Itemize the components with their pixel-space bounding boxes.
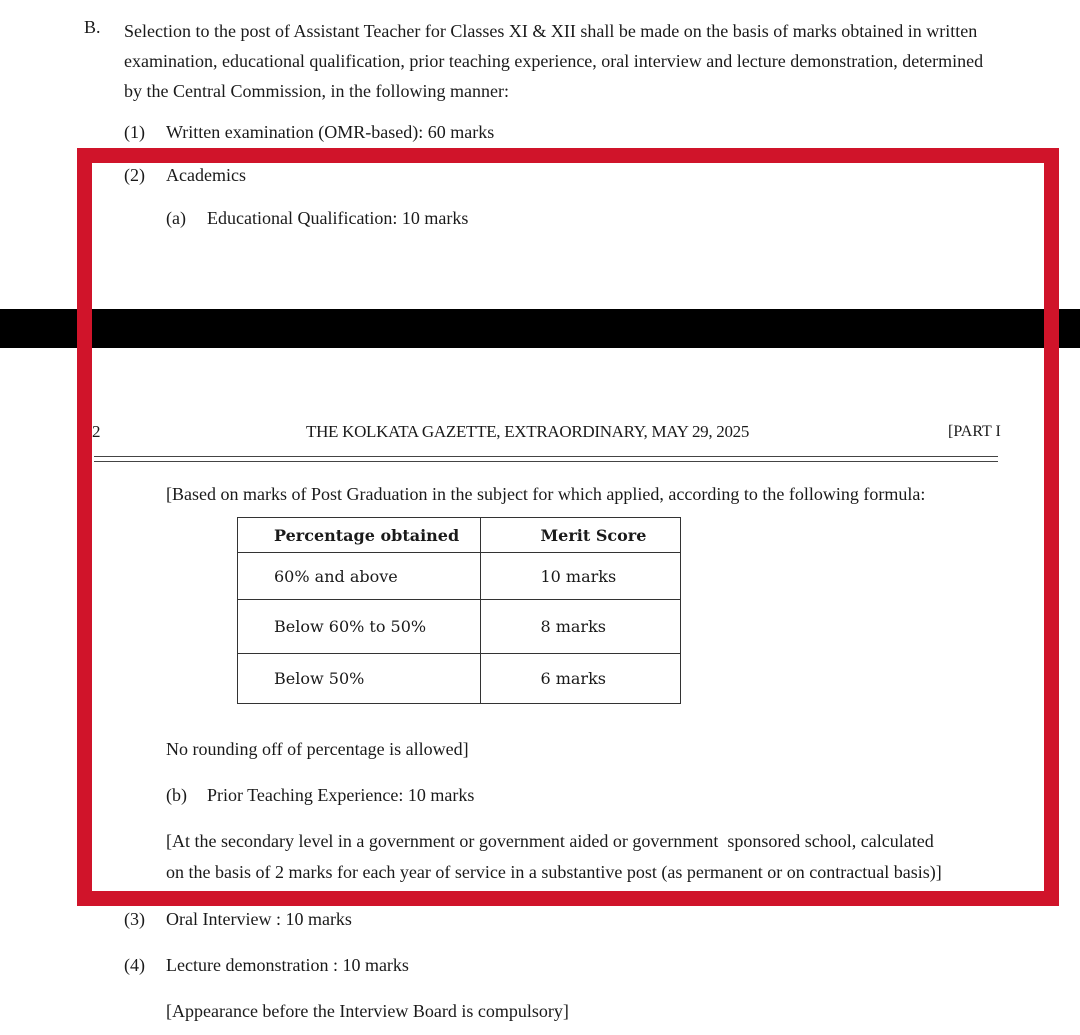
item2-number: (2) [124, 165, 145, 185]
item2b-text: Prior Teaching Experience: 10 marks [207, 785, 475, 805]
table-cell-percentage: Below 50% [238, 654, 481, 704]
section-letter: B. [84, 17, 101, 37]
rounding-note: No rounding off of percentage is allowed] [166, 739, 469, 759]
page-number: 2 [92, 422, 101, 441]
item4-text: Lecture demonstration : 10 marks [166, 955, 409, 975]
experience-note-line1: [At the secondary level in a government or government aided or government sponsored school, calculated [166, 831, 934, 851]
experience-note-line2: on the basis of 2 marks for each year of service in a substantive post (as permanent or on contractual basis)] [166, 862, 942, 882]
part-label: [PART I [948, 423, 1001, 440]
table-cell-merit: 8 marks [481, 600, 681, 654]
item2-text: Academics [166, 165, 246, 185]
table-row [238, 600, 681, 654]
table-cell-merit: 6 marks [481, 654, 681, 704]
appearance-note: [Appearance before the Interview Board is compulsory] [166, 1001, 569, 1021]
table-cell-percentage: Below 60% to 50% [238, 600, 481, 654]
item4-number: (4) [124, 955, 145, 975]
header-rule-bottom [94, 461, 998, 462]
table-header-merit: Merit Score [481, 518, 681, 553]
merit-score-table [237, 517, 681, 704]
item1-number: (1) [124, 122, 145, 142]
item2b-number: (b) [166, 785, 187, 805]
table-cell-percentage: 60% and above [238, 553, 481, 600]
item3-number: (3) [124, 909, 145, 929]
formula-note: [Based on marks of Post Graduation in the subject for which applied, according to the following formula: [166, 484, 926, 504]
table-header-row [238, 518, 681, 553]
item2a-text: Educational Qualification: 10 marks [207, 208, 469, 228]
item1-text: Written examination (OMR-based): 60 marks [166, 122, 495, 142]
table-cell-merit: 10 marks [481, 553, 681, 600]
table-row [238, 654, 681, 704]
section-intro-paragraph: Selection to the post of Assistant Teacher for Classes XI & XII shall be made on the basis of marks obtained in written examination, educational qualification, prior teaching experience, oral interview and lecture demonstration, determined by the Central Commission, in the following manner: [124, 21, 984, 101]
item3-text: Oral Interview : 10 marks [166, 909, 352, 929]
gazette-title: THE KOLKATA GAZETTE, EXTRAORDINARY, MAY 29, 2025 [306, 422, 750, 441]
page-break-bar [0, 309, 1080, 348]
table-row [238, 553, 681, 600]
header-rule-top [94, 456, 998, 457]
table-header-percentage: Percentage obtained [238, 518, 481, 553]
item2a-number: (a) [166, 208, 186, 228]
